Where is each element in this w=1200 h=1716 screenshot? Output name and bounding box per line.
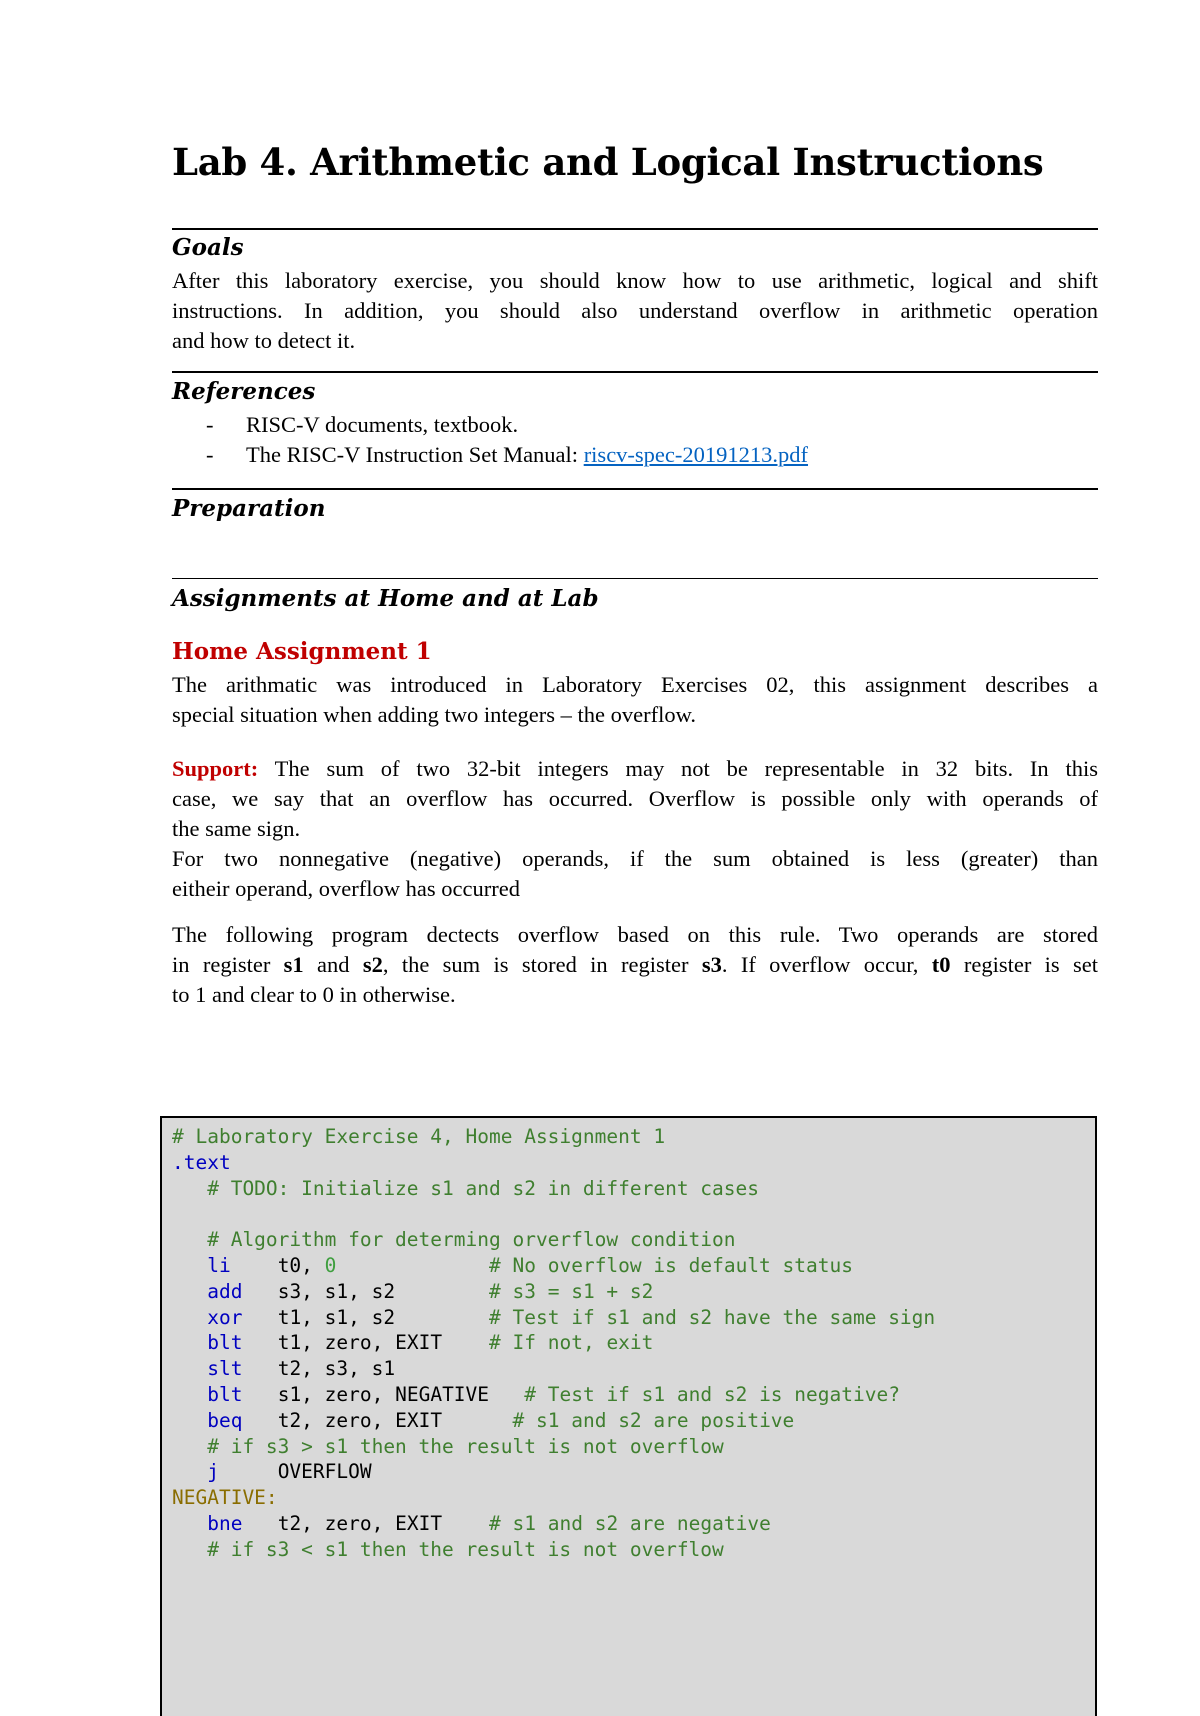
code-line: blt s1, zero, NEGATIVE # Test if s1 and s2 is negative? — [207, 1382, 900, 1406]
register-name: s2 — [362, 952, 383, 977]
bullet-dash: - — [206, 442, 214, 467]
support-line: eitheir operand, overflow has occurred — [172, 876, 520, 901]
home-assignment-1-heading: Home Assignment 1 — [172, 638, 432, 665]
section-divider — [172, 488, 1098, 490]
register-name: s3 — [701, 952, 722, 977]
assignment-intro — [172, 670, 1098, 730]
support-line: For two nonnegative (negative) operands, if the sum obtained is less (greater) than — [172, 846, 1098, 871]
list-item — [172, 410, 808, 440]
support-line — [172, 754, 1098, 784]
section-divider — [172, 371, 1098, 373]
goals-heading: Goals — [172, 234, 244, 261]
code-line: # TODO: Initialize s1 and s2 in different cases — [172, 1176, 759, 1200]
goals-line: After this laboratory exercise, you should know how to use arithmetic, logical and shift — [172, 268, 1098, 293]
code-line: slt t2, s3, s1 — [207, 1357, 396, 1381]
register-name: s1 — [283, 952, 304, 977]
reference-text: The RISC-V Instruction Set Manual: — [246, 442, 584, 467]
code-line: # Laboratory Exercise 4, Home Assignment 1 — [172, 1125, 666, 1148]
intro-line: The arithmatic was introduced in Laboratory Exercises 02, this assignment describes a — [172, 672, 1098, 697]
intro-line: special situation when adding two integers – the overflow. — [172, 702, 697, 727]
code-line: li t0, 0 # No overflow is default status — [207, 1253, 853, 1277]
goals-line: instructions. In addition, you should also understand overflow in arithmetic operation — [172, 298, 1098, 323]
code-line: j OVERFLOW — [207, 1460, 372, 1484]
description-line: The following program dectects overflow based on this rule. Two operands are stored — [172, 922, 1098, 947]
goals-text — [172, 266, 1098, 356]
support-line: the same sign. — [172, 816, 301, 841]
code-line: .text — [172, 1150, 231, 1174]
assignments-heading: Assignments at Home and at Lab — [172, 585, 599, 612]
references-list — [172, 410, 808, 470]
spec-pdf-link[interactable]: riscv-spec-20191213.pdf — [583, 442, 809, 467]
section-divider — [172, 228, 1098, 230]
code-line — [172, 1201, 1095, 1227]
support-text: The sum of two 32-bit integers may not be representable in 32 bits. In this — [258, 756, 1098, 781]
code-line: beq t2, zero, EXIT # s1 and s2 are positive — [207, 1408, 795, 1432]
bullet-dash: - — [206, 412, 214, 437]
code-line: blt t1, zero, EXIT # If not, exit — [207, 1331, 654, 1355]
description-line: in register s1 and s2, the sum is stored in register s3. If overflow occur, t0 register is set — [172, 952, 1098, 977]
support-label: Support: — [172, 756, 259, 781]
references-heading: References — [172, 378, 316, 405]
code-block — [160, 1116, 1097, 1716]
support-line: case, we say that an overflow has occurred. Overflow is possible only with operands of — [172, 786, 1098, 811]
section-divider — [172, 578, 1098, 579]
code-line: NEGATIVE: — [172, 1486, 278, 1510]
register-name: t0 — [931, 952, 951, 977]
code-line: # if s3 < s1 then the result is not overflow — [172, 1537, 724, 1561]
preparation-heading: Preparation — [172, 495, 326, 522]
code-line: add s3, s1, s2 # s3 = s1 + s2 — [207, 1279, 654, 1303]
goals-line: and how to detect it. — [172, 328, 356, 353]
support-paragraph — [172, 754, 1098, 904]
description-line: to 1 and clear to 0 in otherwise. — [172, 982, 456, 1007]
code-line: # if s3 > s1 then the result is not overflow — [172, 1434, 724, 1458]
code-line: # Algorithm for determing orverflow condition — [172, 1228, 736, 1252]
code-line: xor t1, s1, s2 # Test if s1 and s2 have the same sign — [207, 1305, 936, 1329]
program-description — [172, 920, 1098, 1010]
list-item — [172, 440, 808, 470]
reference-text: RISC-V documents, textbook. — [246, 412, 519, 437]
page-title: Lab 4. Arithmetic and Logical Instructions — [172, 140, 1044, 184]
code-line: bne t2, zero, EXIT # s1 and s2 are negative — [207, 1511, 771, 1535]
